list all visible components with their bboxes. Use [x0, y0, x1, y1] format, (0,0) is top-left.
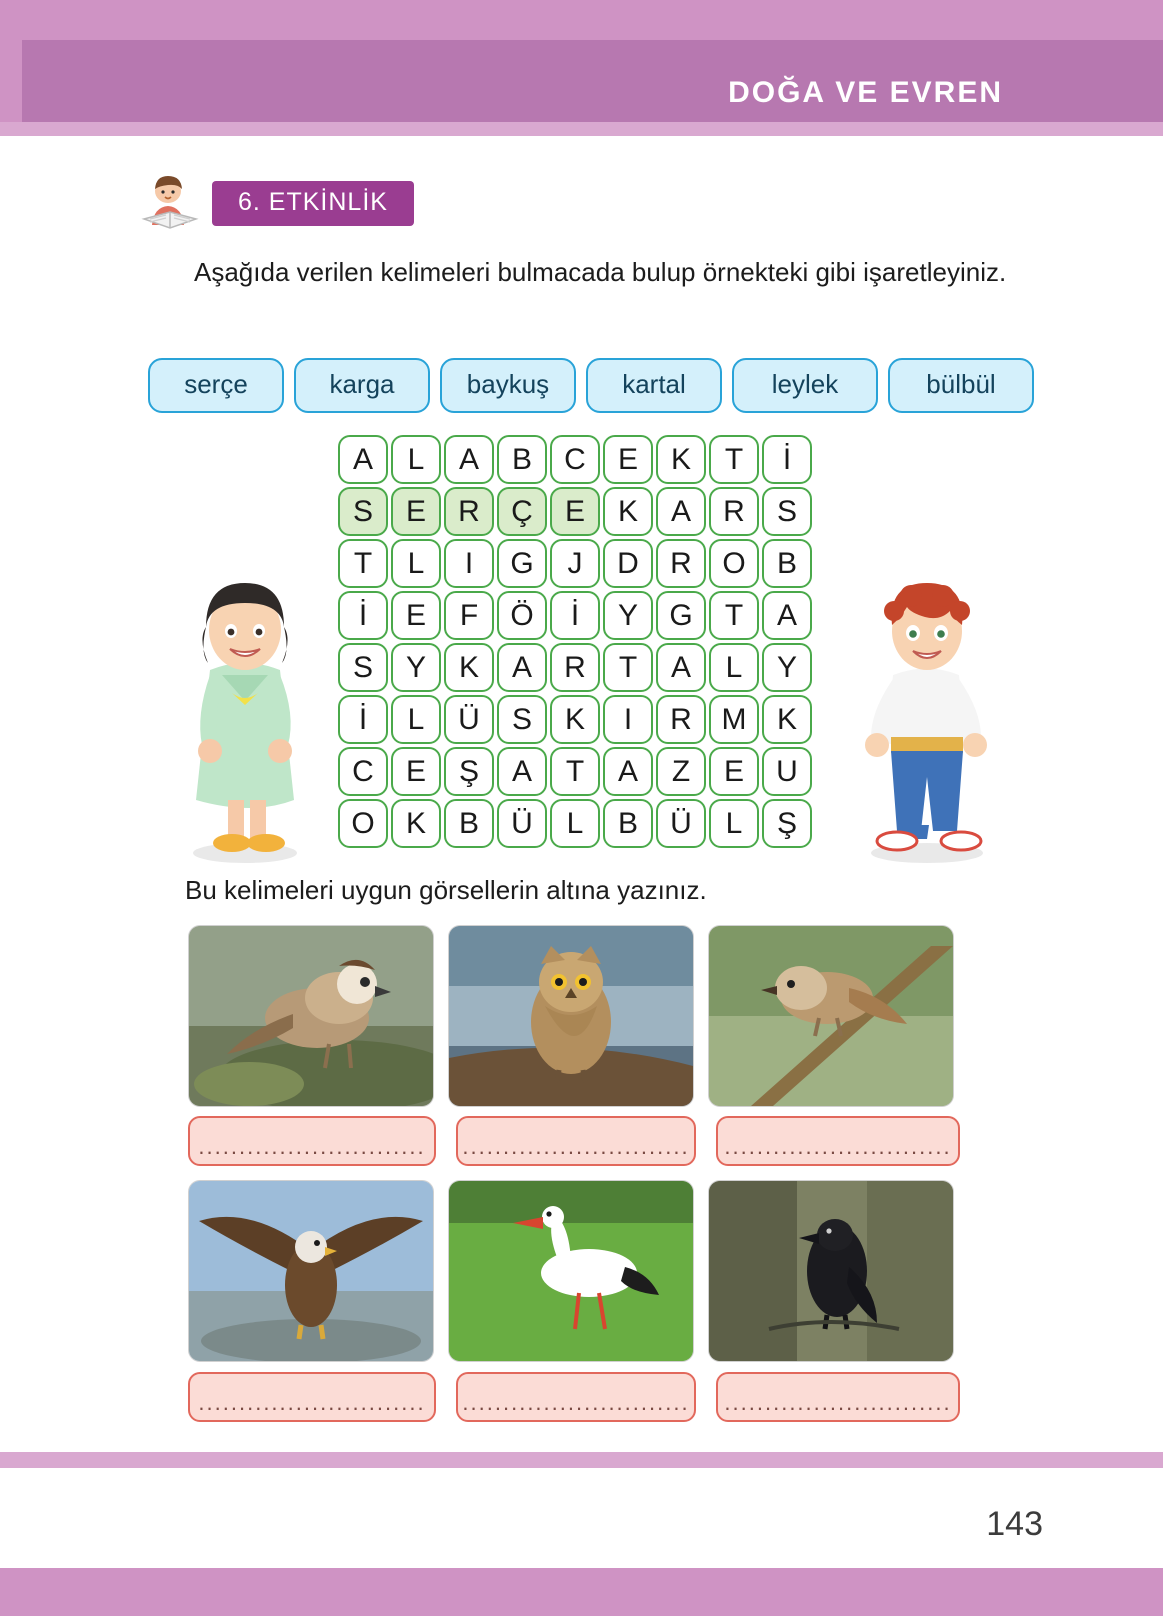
puzzle-cell-0-2[interactable]: A [444, 435, 494, 484]
puzzle-cell-2-6[interactable]: R [656, 539, 706, 588]
puzzle-cell-6-4[interactable]: T [550, 747, 600, 796]
owl-photo [448, 925, 694, 1107]
puzzle-cell-1-2[interactable]: R [444, 487, 494, 536]
puzzle-cell-1-3[interactable]: Ç [497, 487, 547, 536]
sparrow-photo [188, 925, 434, 1107]
answer-line-1[interactable] [188, 1116, 436, 1166]
puzzle-cell-0-4[interactable]: C [550, 435, 600, 484]
nightingale-photo [708, 925, 954, 1107]
answer-line-6-text: ............................ [724, 1390, 952, 1415]
answer-line-2-text: ............................ [462, 1134, 690, 1159]
puzzle-cell-6-5[interactable]: A [603, 747, 653, 796]
puzzle-cell-7-7[interactable]: L [709, 799, 759, 848]
puzzle-cell-7-3[interactable]: Ü [497, 799, 547, 848]
word-chip-list [148, 358, 1034, 413]
puzzle-cell-0-0[interactable]: A [338, 435, 388, 484]
puzzle-cell-4-4[interactable]: R [550, 643, 600, 692]
word-chip-serce[interactable]: serçe [148, 358, 284, 413]
puzzle-cell-2-1[interactable]: L [391, 539, 441, 588]
answer-line-3[interactable] [716, 1116, 960, 1166]
puzzle-cell-4-5[interactable]: T [603, 643, 653, 692]
puzzle-cell-2-3[interactable]: G [497, 539, 547, 588]
word-chip-leylek[interactable]: leylek [732, 358, 878, 413]
puzzle-cell-7-5[interactable]: B [603, 799, 653, 848]
puzzle-cell-0-3[interactable]: B [497, 435, 547, 484]
footer-band-bottom [0, 1568, 1163, 1616]
puzzle-cell-1-5[interactable]: K [603, 487, 653, 536]
puzzle-cell-2-4[interactable]: J [550, 539, 600, 588]
puzzle-cell-2-0[interactable]: T [338, 539, 388, 588]
activity-heading [138, 175, 414, 231]
eagle-photo [188, 1180, 434, 1362]
footer-band-top [0, 1452, 1163, 1468]
puzzle-cell-6-7[interactable]: E [709, 747, 759, 796]
puzzle-cell-7-0[interactable]: O [338, 799, 388, 848]
puzzle-cell-4-3[interactable]: A [497, 643, 547, 692]
puzzle-cell-1-7[interactable]: R [709, 487, 759, 536]
answer-line-4[interactable] [188, 1372, 436, 1422]
word-chip-karga[interactable]: karga [294, 358, 430, 413]
puzzle-cell-6-2[interactable]: Ş [444, 747, 494, 796]
puzzle-cell-6-1[interactable]: E [391, 747, 441, 796]
puzzle-cell-3-4[interactable]: İ [550, 591, 600, 640]
puzzle-cell-5-1[interactable]: L [391, 695, 441, 744]
puzzle-cell-1-8[interactable]: S [762, 487, 812, 536]
answer-line-3-text: ............................ [724, 1134, 952, 1159]
puzzle-cell-3-2[interactable]: F [444, 591, 494, 640]
puzzle-cell-7-6[interactable]: Ü [656, 799, 706, 848]
puzzle-cell-3-0[interactable]: İ [338, 591, 388, 640]
teacher-reading-icon [138, 175, 202, 231]
puzzle-cell-3-5[interactable]: Y [603, 591, 653, 640]
puzzle-cell-2-5[interactable]: D [603, 539, 653, 588]
instruction-secondary: Bu kelimeleri uygun görsellerin altına yazınız. [185, 875, 707, 905]
puzzle-cell-1-6[interactable]: A [656, 487, 706, 536]
puzzle-cell-1-0[interactable]: S [338, 487, 388, 536]
puzzle-cell-5-6[interactable]: R [656, 695, 706, 744]
puzzle-cell-7-4[interactable]: L [550, 799, 600, 848]
puzzle-cell-5-5[interactable]: I [603, 695, 653, 744]
puzzle-cell-0-5[interactable]: E [603, 435, 653, 484]
puzzle-cell-5-3[interactable]: S [497, 695, 547, 744]
puzzle-cell-3-6[interactable]: G [656, 591, 706, 640]
puzzle-cell-5-4[interactable]: K [550, 695, 600, 744]
page-number: 143 [986, 1505, 1043, 1543]
puzzle-cell-3-1[interactable]: E [391, 591, 441, 640]
puzzle-cell-5-2[interactable]: Ü [444, 695, 494, 744]
puzzle-cell-0-6[interactable]: K [656, 435, 706, 484]
puzzle-cell-2-2[interactable]: I [444, 539, 494, 588]
header-band-top [0, 0, 1163, 40]
word-search-grid[interactable] [337, 434, 814, 850]
puzzle-cell-0-8[interactable]: İ [762, 435, 812, 484]
puzzle-cell-4-0[interactable]: S [338, 643, 388, 692]
header-band-bottom [0, 122, 1163, 136]
puzzle-cell-6-0[interactable]: C [338, 747, 388, 796]
instruction-primary [150, 252, 1020, 292]
word-chip-kartal[interactable]: kartal [586, 358, 722, 413]
puzzle-cell-7-2[interactable]: B [444, 799, 494, 848]
answer-line-5[interactable] [456, 1372, 696, 1422]
puzzle-cell-3-3[interactable]: Ö [497, 591, 547, 640]
answer-line-4-text: ............................ [198, 1390, 426, 1415]
puzzle-cell-7-8[interactable]: Ş [762, 799, 812, 848]
page-header [0, 0, 1163, 136]
puzzle-cell-2-7[interactable]: O [709, 539, 759, 588]
puzzle-cell-2-8[interactable]: B [762, 539, 812, 588]
puzzle-cell-6-6[interactable]: Z [656, 747, 706, 796]
answer-line-2[interactable] [456, 1116, 696, 1166]
word-chip-baykus[interactable]: baykuş [440, 358, 576, 413]
puzzle-cell-5-0[interactable]: İ [338, 695, 388, 744]
puzzle-cell-3-7[interactable]: T [709, 591, 759, 640]
puzzle-cell-4-6[interactable]: A [656, 643, 706, 692]
puzzle-cell-6-8[interactable]: U [762, 747, 812, 796]
puzzle-cell-6-3[interactable]: A [497, 747, 547, 796]
word-chip-bulbul[interactable]: bülbül [888, 358, 1034, 413]
crow-photo [708, 1180, 954, 1362]
puzzle-cell-4-8[interactable]: Y [762, 643, 812, 692]
puzzle-cell-5-7[interactable]: M [709, 695, 759, 744]
puzzle-cell-0-1[interactable]: L [391, 435, 441, 484]
unit-title: DOĞA VE EVREN [728, 76, 1003, 109]
boy-character-illustration [845, 575, 1005, 870]
puzzle-cell-4-1[interactable]: Y [391, 643, 441, 692]
answer-line-6[interactable] [716, 1372, 960, 1422]
puzzle-cell-4-7[interactable]: L [709, 643, 759, 692]
puzzle-cell-0-7[interactable]: T [709, 435, 759, 484]
puzzle-cell-7-1[interactable]: K [391, 799, 441, 848]
answer-line-5-text: ............................ [462, 1390, 690, 1415]
puzzle-cell-1-4[interactable]: E [550, 487, 600, 536]
girl-character-illustration [170, 575, 320, 870]
puzzle-cell-4-2[interactable]: K [444, 643, 494, 692]
puzzle-cell-1-1[interactable]: E [391, 487, 441, 536]
activity-badge: 6. ETKİNLİK [212, 181, 414, 226]
stork-photo [448, 1180, 694, 1362]
puzzle-cell-3-8[interactable]: A [762, 591, 812, 640]
answer-line-1-text: ............................ [198, 1134, 426, 1159]
puzzle-cell-5-8[interactable]: K [762, 695, 812, 744]
instruction-primary-text: Aşağıda verilen kelimeleri bulmacada bulup örnekteki gibi işaretleyiniz. [194, 257, 1007, 287]
